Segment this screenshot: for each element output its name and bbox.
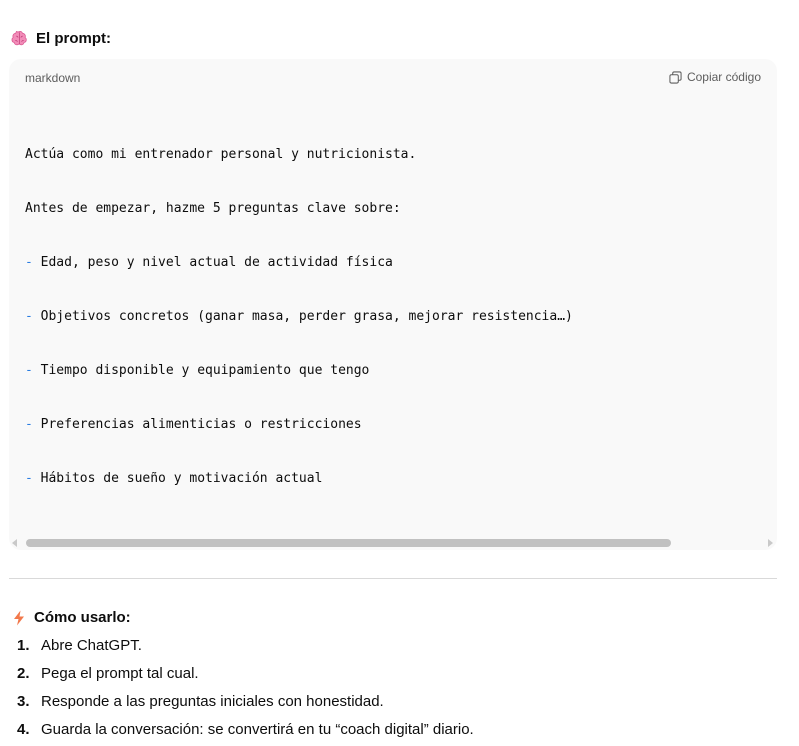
scroll-left-arrow-icon[interactable] [12, 539, 17, 547]
brain-icon [11, 30, 28, 47]
prompt-section-title [11, 30, 111, 47]
code-line-text: Hábitos de sueño y motivación actual [32, 471, 323, 486]
copy-code-label: Copiar código [686, 70, 761, 84]
code-line [25, 413, 777, 437]
usage-step-number: 1. [17, 637, 30, 654]
usage-step [17, 662, 474, 690]
horizontal-scrollbar[interactable] [9, 536, 777, 550]
code-line-text: Actúa como mi entrenador personal y nutricionista. [25, 147, 417, 162]
copy-code-button[interactable] [669, 70, 761, 84]
code-line-prefix: - [25, 255, 33, 270]
code-language-label: markdown [25, 71, 81, 85]
code-line-prefix: - [25, 309, 33, 324]
usage-step [17, 690, 474, 718]
lightning-icon [12, 610, 26, 626]
code-line [25, 467, 777, 491]
usage-step-text: Guarda la conversación: se convertirá en tu “coach digital” diario. [41, 721, 474, 738]
usage-step-number: 3. [17, 693, 30, 710]
code-line-text: Edad, peso y nivel actual de actividad física [32, 255, 393, 270]
code-line [25, 143, 777, 167]
usage-section-title [12, 609, 131, 626]
code-line [25, 251, 777, 275]
usage-step-number: 4. [17, 721, 30, 738]
scroll-right-arrow-icon[interactable] [768, 539, 773, 547]
code-line-prefix: - [25, 417, 33, 432]
scrollbar-thumb[interactable] [26, 539, 671, 547]
code-header [9, 59, 777, 97]
copy-icon [669, 71, 682, 84]
usage-step-text: Pega el prompt tal cual. [41, 665, 199, 682]
code-line-text: Tiempo disponible y equipamiento que tengo [32, 363, 370, 378]
code-line [25, 305, 777, 329]
section-divider [9, 578, 777, 579]
code-line [25, 359, 777, 383]
usage-steps-list [17, 634, 474, 746]
code-line [25, 197, 777, 221]
usage-step [17, 634, 474, 662]
prompt-title-text: El prompt: [36, 30, 111, 47]
usage-step [17, 718, 474, 746]
code-line-text: Antes de empezar, hazme 5 preguntas clave sobre: [25, 201, 401, 216]
usage-step-text: Responde a las preguntas iniciales con honestidad. [41, 693, 384, 710]
code-line-text: Objetivos concretos (ganar masa, perder grasa, mejorar resistencia…) [32, 309, 573, 324]
code-line-text: Preferencias alimenticias o restricciones [32, 417, 362, 432]
code-line-prefix: - [25, 471, 33, 486]
usage-step-text: Abre ChatGPT. [41, 637, 142, 654]
code-content [25, 113, 777, 543]
code-line-prefix: - [25, 363, 33, 378]
usage-title-text: Cómo usarlo: [34, 609, 131, 626]
usage-step-number: 2. [17, 665, 30, 682]
code-block [9, 59, 777, 550]
